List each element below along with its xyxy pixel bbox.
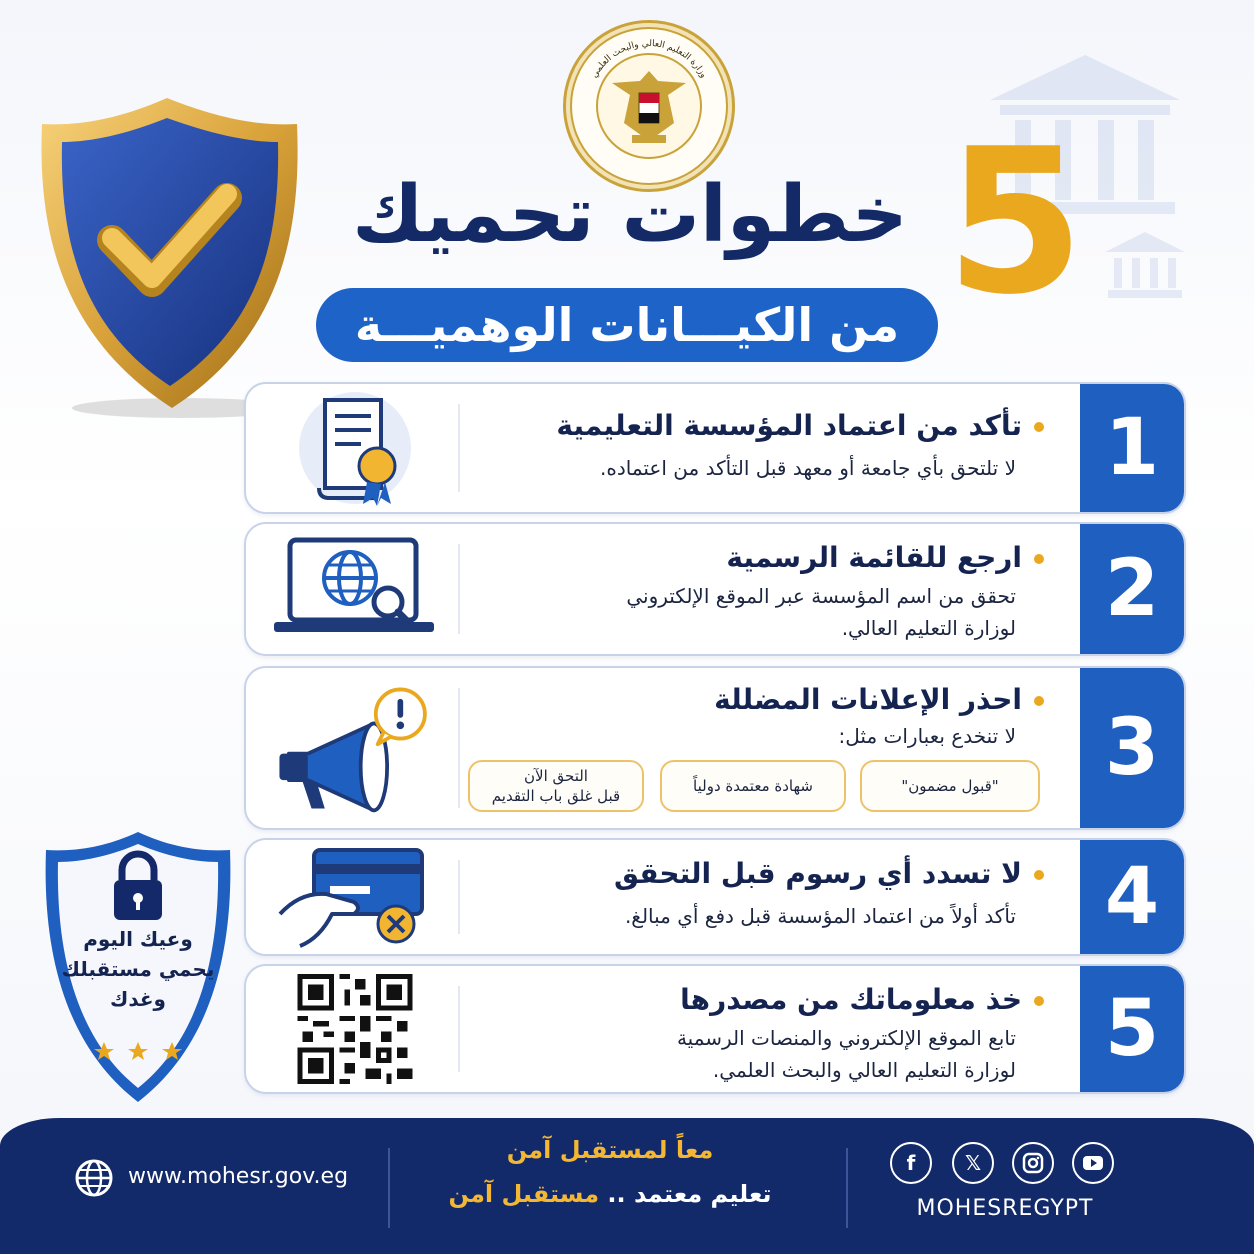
x-icon[interactable]: 𝕏 bbox=[952, 1142, 994, 1184]
step-heading: احذر الإعلانات المضللة bbox=[476, 680, 1044, 720]
phrase-chip: شهادة معتمدة دولياً bbox=[660, 760, 846, 812]
step-number: 1 bbox=[1080, 384, 1184, 512]
card-divider bbox=[458, 544, 460, 634]
step-number: 3 bbox=[1080, 668, 1184, 828]
website-link[interactable]: www.mohesr.gov.eg bbox=[128, 1164, 349, 1189]
title-number: 5 bbox=[945, 106, 1085, 339]
seal-arabic-text: وزارة التعليم العالي والبحث العلمي bbox=[589, 38, 709, 80]
footer bbox=[0, 1118, 1254, 1254]
social-handle[interactable]: MOHESREGYPT bbox=[916, 1196, 1094, 1221]
step-heading: خذ معلوماتك من مصدرها bbox=[476, 980, 1044, 1020]
instagram-icon[interactable] bbox=[1012, 1142, 1054, 1184]
shield-note: وعيك اليوم يحمي مستقبلك وغدك bbox=[61, 927, 215, 1011]
megaphone-icon bbox=[270, 668, 440, 828]
step-card-3 bbox=[244, 666, 1186, 830]
bullet-dot bbox=[1034, 422, 1044, 432]
page-subtitle: من الكيـــانات الوهميـــة bbox=[316, 288, 938, 362]
footer-tagline: معاً لمستقبل آمن bbox=[506, 1136, 714, 1164]
phrase-chip: "قبول مضمون" bbox=[860, 760, 1040, 812]
footer-divider bbox=[388, 1148, 390, 1228]
step-description: لا تنخدع بعبارات مثل: bbox=[838, 724, 1016, 748]
step-card-2 bbox=[244, 522, 1186, 656]
card-divider bbox=[458, 860, 460, 934]
step-heading: لا تسدد أي رسوم قبل التحقق bbox=[476, 854, 1044, 894]
bullet-dot bbox=[1034, 996, 1044, 1006]
bullet-dot bbox=[1034, 696, 1044, 706]
globe-icon bbox=[74, 1158, 114, 1198]
certificate-icon bbox=[270, 384, 440, 512]
bullet-dot bbox=[1034, 870, 1044, 880]
step-description: تأكد أولاً من اعتماد المؤسسة قبل دفع أي مبالغ. bbox=[624, 904, 1016, 928]
step-card-5 bbox=[244, 964, 1186, 1094]
card-divider bbox=[458, 986, 460, 1072]
step-card-1 bbox=[244, 382, 1186, 514]
background-building-small-icon bbox=[1100, 230, 1190, 300]
step-number: 4 bbox=[1080, 840, 1184, 954]
credit-card-icon bbox=[270, 840, 440, 954]
qr-code-icon bbox=[270, 966, 440, 1092]
card-divider bbox=[458, 688, 460, 808]
step-heading: ارجع للقائمة الرسمية bbox=[476, 538, 1044, 578]
step-card-4 bbox=[244, 838, 1186, 956]
step-description: تحقق من اسم المؤسسة عبر الموقع الإلكتروني لوزارة التعليم العالي. bbox=[626, 584, 1016, 640]
step-heading: تأكد من اعتماد المؤسسة التعليمية bbox=[476, 406, 1044, 446]
phrase-chips bbox=[468, 760, 1042, 816]
card-divider bbox=[458, 404, 460, 492]
page-title: خطوات تحميك bbox=[352, 170, 908, 260]
laptop-search-icon bbox=[270, 524, 440, 654]
step-description: لا تلتحق بأي جامعة أو معهد قبل التأكد من اعتماده. bbox=[600, 456, 1016, 480]
shield-check-icon bbox=[22, 90, 312, 420]
step-number: 2 bbox=[1080, 524, 1184, 654]
footer-divider bbox=[846, 1148, 848, 1228]
phrase-chip: التحق الآن قبل غلق باب التقديم bbox=[468, 760, 644, 812]
bullet-dot bbox=[1034, 554, 1044, 564]
facebook-icon[interactable]: f bbox=[890, 1142, 932, 1184]
step-description: تابع الموقع الإلكتروني والمنصات الرسمية لوزارة التعليم العالي والبحث العلمي. bbox=[676, 1026, 1016, 1082]
youtube-icon[interactable] bbox=[1072, 1142, 1114, 1184]
footer-slogan: تعليم معتمد .. مستقبل آمن bbox=[448, 1180, 772, 1208]
step-number: 5 bbox=[1080, 966, 1184, 1092]
